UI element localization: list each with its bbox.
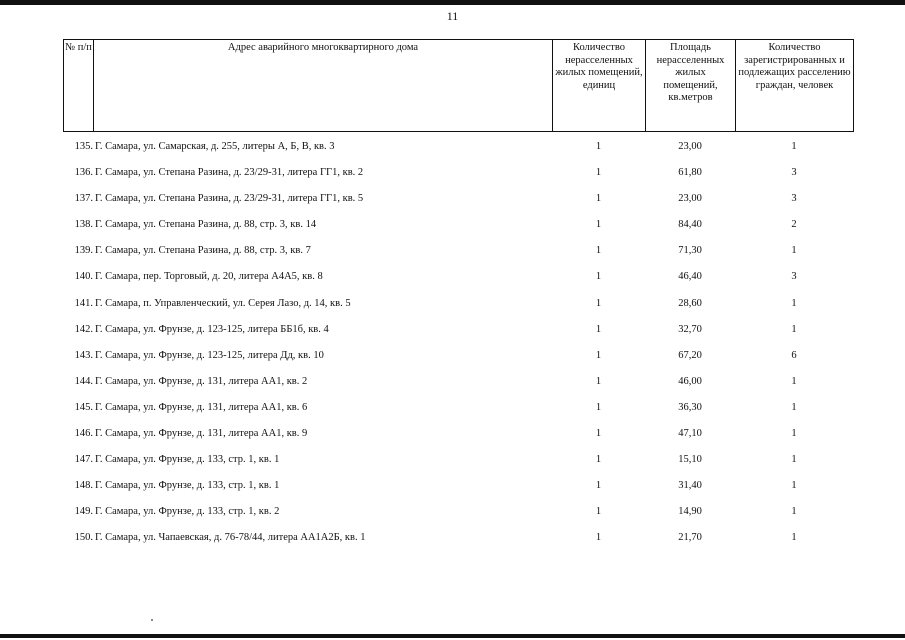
row-people: 1 <box>791 506 797 518</box>
row-area: 67,20 <box>678 349 702 361</box>
row-units: 1 <box>595 428 602 440</box>
header-number: № п/п <box>64 40 94 132</box>
table-row <box>63 271 853 297</box>
row-number: 149. <box>74 506 93 518</box>
row-area: 31,40 <box>678 480 702 492</box>
table-row <box>63 298 853 324</box>
table-row <box>63 506 853 532</box>
bottom-border-line <box>0 634 905 638</box>
row-address: Г. Самара, ул. Фрунзе, д. 123-125, литера ББ1б, кв. 4 <box>95 323 329 335</box>
row-address: Г. Самара, ул. Фрунзе, д. 133, стр. 1, кв. 1 <box>95 480 280 492</box>
row-people: 1 <box>791 532 797 544</box>
row-number: 139. <box>74 245 93 257</box>
row-number: 142. <box>74 323 93 335</box>
header-row <box>64 40 854 132</box>
row-units: 1 <box>595 219 602 231</box>
row-number: 145. <box>74 401 93 413</box>
row-units: 1 <box>595 193 602 205</box>
row-area: 28,60 <box>678 297 702 309</box>
row-units: 1 <box>595 375 602 387</box>
table-row <box>63 193 853 219</box>
row-address: Г. Самара, ул. Фрунзе, д. 131, литера АА1, кв. 2 <box>95 375 308 387</box>
row-address: Г. Самара, ул. Степана Разина, д. 88, стр. 3, кв. 14 <box>95 219 317 231</box>
row-number: 147. <box>74 454 93 466</box>
row-units: 1 <box>595 349 602 361</box>
table-row <box>63 402 853 428</box>
row-number: 148. <box>74 480 93 492</box>
table-body <box>63 141 853 559</box>
row-area: 46,00 <box>678 375 702 387</box>
row-number: 141. <box>74 297 93 309</box>
scan-speck <box>151 619 153 621</box>
row-people: 1 <box>791 245 797 257</box>
table-row <box>63 532 853 558</box>
row-area: 15,10 <box>678 454 702 466</box>
row-area: 71,30 <box>678 245 702 257</box>
row-units: 1 <box>595 167 602 179</box>
table-row <box>63 480 853 506</box>
row-area: 23,00 <box>678 141 702 152</box>
row-address: Г. Самара, ул. Чапаевская, д. 76-78/44, литера АА1А2Б, кв. 1 <box>95 532 366 544</box>
row-address: Г. Самара, п. Управленческий, ул. Серея Лазо, д. 14, кв. 5 <box>95 297 351 309</box>
row-address: Г. Самара, ул. Фрунзе, д. 123-125, литера Дд, кв. 10 <box>95 349 324 361</box>
row-number: 136. <box>74 167 93 179</box>
row-address: Г. Самара, ул. Фрунзе, д. 133, стр. 1, кв. 2 <box>95 506 280 518</box>
row-people: 1 <box>791 141 797 152</box>
row-area: 32,70 <box>678 323 702 335</box>
table-row <box>63 219 853 245</box>
row-number: 137. <box>74 193 93 205</box>
row-people: 6 <box>791 349 797 361</box>
row-address: Г. Самара, ул. Степана Разина, д. 23/29-31, литера ГГ1, кв. 2 <box>95 167 364 179</box>
row-units: 1 <box>595 323 602 335</box>
table-header <box>63 39 854 132</box>
table-row <box>63 350 853 376</box>
table-row <box>63 245 853 271</box>
row-people: 2 <box>791 219 797 231</box>
page-number: 11 <box>446 9 459 23</box>
row-people: 1 <box>791 454 797 466</box>
row-number: 135. <box>74 141 93 152</box>
row-people: 1 <box>791 297 797 309</box>
row-area: 14,90 <box>678 506 702 518</box>
row-address: Г. Самара, ул. Фрунзе, д. 133, стр. 1, кв. 1 <box>95 454 280 466</box>
row-people: 3 <box>791 193 797 205</box>
table-row <box>63 428 853 454</box>
row-units: 1 <box>595 297 602 309</box>
top-border-line <box>0 0 905 5</box>
table-row <box>63 141 853 167</box>
row-units: 1 <box>595 506 602 518</box>
row-area: 21,70 <box>678 532 702 544</box>
row-area: 61,80 <box>678 167 702 179</box>
row-address: Г. Самара, ул. Самарская, д. 255, литеры А, Б, В, кв. 3 <box>95 141 335 152</box>
row-people: 1 <box>791 323 797 335</box>
row-units: 1 <box>595 245 602 257</box>
row-number: 150. <box>74 532 93 544</box>
row-number: 143. <box>74 349 93 361</box>
header-area: Площадь нерасселенных жилых помещений, кв.метров <box>646 40 736 132</box>
row-address: Г. Самара, ул. Степана Разина, д. 88, стр. 3, кв. 7 <box>95 245 311 257</box>
header-people: Количество зарегистрированных и подлежащих расселению граждан, человек <box>736 40 854 132</box>
row-number: 144. <box>74 375 93 387</box>
row-area: 47,10 <box>678 428 702 440</box>
table-row <box>63 376 853 402</box>
row-number: 138. <box>74 219 93 231</box>
table-row <box>63 324 853 350</box>
row-people: 1 <box>791 428 797 440</box>
header-units: Количество нерасселенных жилых помещений, единиц <box>553 40 646 132</box>
row-people: 1 <box>791 480 797 492</box>
row-address: Г. Самара, ул. Фрунзе, д. 131, литера АА1, кв. 6 <box>95 401 308 413</box>
row-units: 1 <box>595 141 602 152</box>
row-units: 1 <box>595 480 602 492</box>
row-units: 1 <box>595 454 602 466</box>
row-people: 3 <box>791 271 797 283</box>
row-number: 140. <box>74 271 93 283</box>
row-address: Г. Самара, пер. Торговый, д. 20, литера А4А5, кв. 8 <box>95 271 323 283</box>
row-units: 1 <box>595 271 602 283</box>
row-number: 146. <box>74 428 93 440</box>
row-address: Г. Самара, ул. Фрунзе, д. 131, литера АА1, кв. 9 <box>95 428 308 440</box>
row-people: 1 <box>791 375 797 387</box>
row-area: 84,40 <box>678 219 702 231</box>
row-area: 46,40 <box>678 271 702 283</box>
row-units: 1 <box>595 532 602 544</box>
table-row <box>63 454 853 480</box>
header-address: Адрес аварийного многоквартирного дома <box>94 40 553 132</box>
row-people: 3 <box>791 167 797 179</box>
row-address: Г. Самара, ул. Степана Разина, д. 23/29-31, литера ГГ1, кв. 5 <box>95 193 364 205</box>
row-area: 23,00 <box>678 193 702 205</box>
table-row <box>63 167 853 193</box>
row-people: 1 <box>791 401 797 413</box>
row-area: 36,30 <box>678 401 702 413</box>
row-units: 1 <box>595 401 602 413</box>
